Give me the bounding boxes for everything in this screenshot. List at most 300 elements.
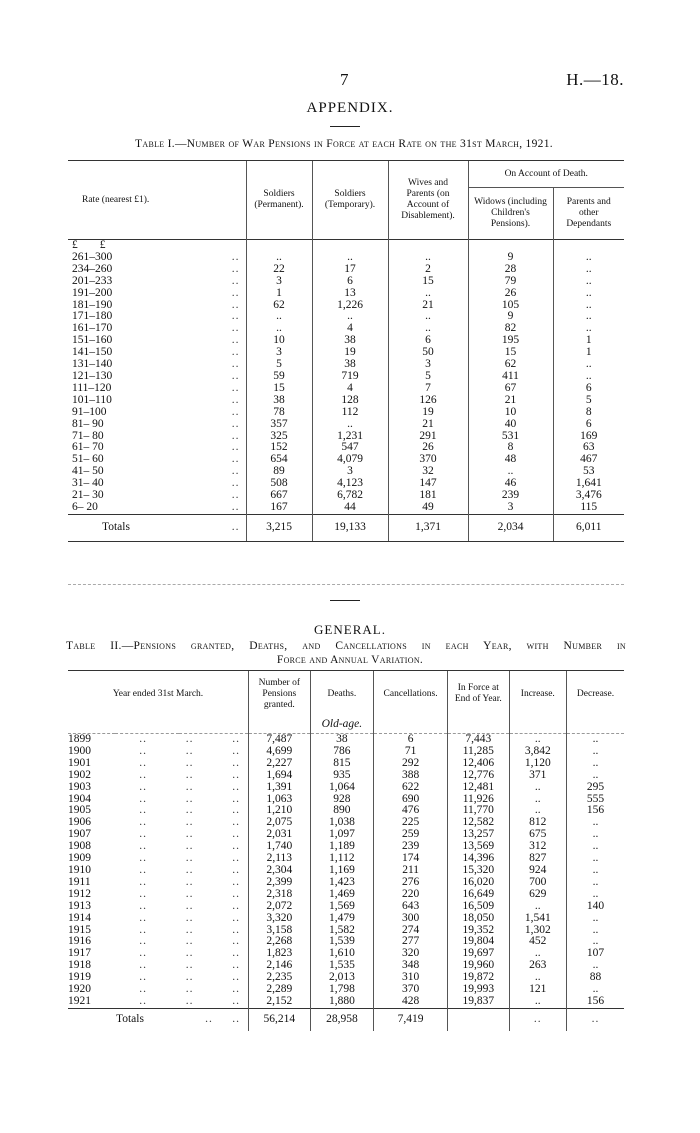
table2-row xyxy=(68,901,624,913)
year-cell: 1899 xyxy=(68,733,91,745)
soldiers-permanent-cell: 167 xyxy=(246,502,312,514)
cancellations-cell: 259 xyxy=(374,829,448,841)
deaths-cell: 1,798 xyxy=(310,984,374,996)
in-force-cell: 12,776 xyxy=(448,770,510,782)
leader-dots: .. xyxy=(231,441,240,454)
widows-cell: 46 xyxy=(468,478,553,490)
wives-parents-cell: 21 xyxy=(388,419,468,431)
table1: Rate (nearest £1). Soldiers (Permanent). Soldiers (Temporary). Wives and Parents (on Account of Disablement). On Account of Death. Widows (including Children's Pensions). Parents and other Dependants £ £ 261–300 .. .. .. .. 9 .. 234–260 .. 22 17 2 28 .. 201–233 .. 3 6 15 79 .. 191–200 .. 1 13 .. 26 .. 181–190 .. 62 1,226 21 105 .. 171–180 .. .. .. .. 9 .. 161–170 .. .. 4 .. 82 .. 151–160 .. 10 38 6 195 1 141–150 .. 3 19 50 15 1 131–140 .. 5 38 3 62 .. 121–130 .. 59 719 5 411 .. 111–120 .. 15 4 7 67 6 101–110 .. 38 128 126 21 5 91–100 .. 78 112 19 10 8 81– 90 .. 357 .. 21 40 6 71– 80 .. 325 1,231 291 531 169 61– 70 .. 152 547 26 8 63 51– 60 .. 654 4,079 370 48 467 41– 50 .. 89 3 32 .. 53 31– 40 .. 508 4,123 147 46 1,641 21– 30 .. 667 6,782 181 239 3,476 6– 20 .. 167 44 49 3 115 Totals .. 3,215 19,133 1,371 2,034 6,011 xyxy=(68,160,624,542)
table2-total-cancellations: 7,419 xyxy=(374,1008,448,1031)
soldiers-temporary-cell: 17 xyxy=(312,264,388,276)
parents-dependants-cell: 169 xyxy=(553,431,624,443)
rate-cell: 141–150 xyxy=(72,346,113,359)
rate-cell: 234–260 xyxy=(72,262,113,275)
table2-total-granted: 56,214 xyxy=(249,1008,311,1031)
granted-cell: 1,063 xyxy=(249,794,311,806)
table1-bottom-rule xyxy=(68,584,624,585)
increase-cell: .. xyxy=(509,805,566,817)
decrease-cell: 107 xyxy=(567,948,624,960)
year-cell: 1911 xyxy=(68,875,91,888)
leader-dots: .. .. .. xyxy=(139,840,241,853)
year-cell: 1906 xyxy=(68,816,91,829)
granted-cell: 2,289 xyxy=(249,984,311,996)
deaths-cell: 890 xyxy=(310,805,374,817)
col-soldiers-permanent: Soldiers (Permanent). xyxy=(246,161,312,240)
col-wives-parents: Wives and Parents (on Account of Disablement). xyxy=(388,161,468,240)
increase-cell: 371 xyxy=(509,770,566,782)
leader-dots: .. .. .. xyxy=(139,887,241,900)
parents-dependants-cell: 6 xyxy=(553,419,624,431)
cancellations-cell: 276 xyxy=(374,877,448,889)
table1-total-widows: 2,034 xyxy=(468,514,553,541)
table1-row xyxy=(68,454,624,466)
col-group-death: On Account of Death. xyxy=(468,161,624,188)
leader-dots: .. xyxy=(231,250,240,263)
rate-cell: 101–110 xyxy=(72,393,112,406)
leader-dots: .. xyxy=(231,262,240,275)
leader-dots: .. .. .. xyxy=(139,983,241,996)
page-number: 7 xyxy=(340,70,349,89)
leader-dots: .. .. .. xyxy=(139,828,241,841)
parents-dependants-cell: 467 xyxy=(553,454,624,466)
in-force-cell: 13,257 xyxy=(448,829,510,841)
decrease-cell: .. xyxy=(567,984,624,996)
cancellations-cell: 211 xyxy=(374,865,448,877)
widows-cell: 40 xyxy=(468,419,553,431)
leader-dots: .. xyxy=(231,453,240,466)
year-cell: 1912 xyxy=(68,887,91,900)
decrease-cell: .. xyxy=(567,817,624,829)
soldiers-permanent-cell: 10 xyxy=(246,335,312,347)
soldiers-temporary-cell: 4 xyxy=(312,323,388,335)
parents-dependants-cell: .. xyxy=(553,288,624,300)
deaths-cell: 1,535 xyxy=(310,960,374,972)
wives-parents-cell: 15 xyxy=(388,276,468,288)
in-force-cell: 11,770 xyxy=(448,805,510,817)
in-force-cell: 13,569 xyxy=(448,841,510,853)
deaths-cell: 1,880 xyxy=(310,996,374,1008)
granted-cell: 2,072 xyxy=(249,901,311,913)
in-force-cell: 7,443 xyxy=(448,734,510,746)
increase-cell: 452 xyxy=(509,936,566,948)
leader-dots: .. .. .. xyxy=(139,756,241,769)
increase-cell: .. xyxy=(509,794,566,806)
col-deaths: Deaths. xyxy=(310,671,374,718)
rate-cell: 201–233 xyxy=(72,274,113,287)
table2-total-decrease: .. xyxy=(567,1008,624,1031)
title-rule xyxy=(330,126,360,127)
parents-dependants-cell: 5 xyxy=(553,395,624,407)
widows-cell: 82 xyxy=(468,323,553,335)
table1-row xyxy=(68,395,624,407)
cancellations-cell: 174 xyxy=(374,853,448,865)
cancellations-cell: 388 xyxy=(374,770,448,782)
widows-cell: .. xyxy=(468,466,553,478)
parents-dependants-cell: .. xyxy=(553,323,624,335)
rate-cell: 111–120 xyxy=(72,381,112,394)
soldiers-permanent-cell: 38 xyxy=(246,395,312,407)
widows-cell: 10 xyxy=(468,407,553,419)
rate-cell: 131–140 xyxy=(72,358,113,371)
leader-dots: .. xyxy=(231,500,240,513)
year-cell: 1914 xyxy=(68,911,91,924)
soldiers-temporary-cell: 112 xyxy=(312,407,388,419)
widows-cell: 62 xyxy=(468,359,553,371)
widows-cell: 48 xyxy=(468,454,553,466)
leader-dots: .. xyxy=(231,417,240,430)
year-cell: 1908 xyxy=(68,840,91,853)
year-cell: 1920 xyxy=(68,983,91,996)
wives-parents-cell: 21 xyxy=(388,300,468,312)
soldiers-temporary-cell: .. xyxy=(312,419,388,431)
leader-dots: .. xyxy=(231,477,240,490)
granted-cell: 1,740 xyxy=(249,841,311,853)
table2-row xyxy=(68,770,624,782)
col-in-force: In Force at End of Year. xyxy=(448,671,510,718)
section-rule xyxy=(330,600,360,601)
currency-row: £ £ xyxy=(68,240,246,252)
col-increase: Increase. xyxy=(509,671,566,718)
soldiers-temporary-cell: 4 xyxy=(312,383,388,395)
in-force-cell: 19,804 xyxy=(448,936,510,948)
decrease-cell: 295 xyxy=(567,782,624,794)
table2: Year ended 31st March. Number of Pensions granted. Deaths. Cancellations. In Force at End of Year. Increase. Decrease. Old-age. 1899 .. .. .. 7,487 38 6 7,443 .. .. 1900 .. .. .. 4,699 786 71 11,285 3,842 .. 1901 .. .. .. 2,227 815 292 12,406 1,120 .. 1902 .. .. .. 1,694 935 388 12,776 371 .. 1903 .. .. .. 1,391 1,064 622 12,481 .. 295 1904 .. .. .. 1,063 928 690 11,926 .. 555 1905 .. .. .. 1,210 890 476 11,770 .. 156 1906 .. .. .. 2,075 1,038 225 12,582 812 .. 1907 .. .. .. 2,031 1,097 259 13,257 675 .. 1908 .. .. .. 1,740 1,189 239 13,569 312 .. 1909 .. .. .. 2,113 1,112 174 14,396 827 .. 1910 .. .. .. 2,304 1,169 211 15,320 924 .. 1911 .. .. .. 2,399 1,423 276 16,020 700 .. 1912 .. .. .. 2,318 1,469 220 16,649 629 .. 1913 .. .. .. 2,072 1,569 643 16,509 .. 140 1914 .. .. .. 3,320 1,479 300 18,050 1,541 .. 1915 .. .. .. 3,158 1,582 274 19,352 1,302 .. 1916 .. .. .. 2,268 1,539 277 19,804 452 .. 1917 .. .. .. 1,823 1,610 320 19,697 .. 107 1918 .. .. .. 2,146 1,535 348 19,960 263 .. 1919 .. .. .. 2,235 2,013 310 19,872 .. 88 1920 .. .. .. 2,289 1,798 370 19,993 121 .. 1921 .. .. .. 2,152 1,880 428 19,837 .. 156 Totals .. .. 56,214 28,958 7,419 .. .. xyxy=(68,670,624,1031)
leader-dots: .. xyxy=(231,322,240,335)
leader-dots: .. xyxy=(231,274,240,287)
cancellations-cell: 690 xyxy=(374,794,448,806)
soldiers-permanent-cell: 3 xyxy=(246,347,312,359)
in-force-cell: 16,020 xyxy=(448,877,510,889)
leader-dots: .. .. .. xyxy=(139,780,241,793)
parents-dependants-cell: .. xyxy=(553,264,624,276)
widows-cell: 79 xyxy=(468,276,553,288)
decrease-cell: .. xyxy=(567,734,624,746)
table1-totals-label: Totals xyxy=(68,514,188,541)
soldiers-permanent-cell: 357 xyxy=(246,419,312,431)
leader-dots: .. xyxy=(231,489,240,502)
parents-dependants-cell: .. xyxy=(553,300,624,312)
wives-parents-cell: 50 xyxy=(388,347,468,359)
deaths-cell: 1,112 xyxy=(310,853,374,865)
leader-dots: .. .. .. xyxy=(139,947,241,960)
granted-cell: 2,031 xyxy=(249,829,311,841)
decrease-cell: .. xyxy=(567,913,624,925)
table2-row xyxy=(68,758,624,770)
cancellations-cell: 476 xyxy=(374,805,448,817)
year-cell: 1904 xyxy=(68,792,91,805)
rate-cell: 161–170 xyxy=(72,322,113,335)
deaths-cell: 1,610 xyxy=(310,948,374,960)
parents-dependants-cell: 53 xyxy=(553,466,624,478)
in-force-cell: 16,509 xyxy=(448,901,510,913)
granted-cell: 2,113 xyxy=(249,853,311,865)
year-cell: 1919 xyxy=(68,971,91,984)
rate-cell: 61– 70 xyxy=(72,441,104,454)
leader-dots: .. xyxy=(231,286,240,299)
decrease-cell: .. xyxy=(567,936,624,948)
leader-dots: .. .. .. xyxy=(139,768,241,781)
table1-row xyxy=(68,407,624,419)
increase-cell: .. xyxy=(509,972,566,984)
rate-cell: 171–180 xyxy=(72,310,113,323)
deaths-cell: 1,479 xyxy=(310,913,374,925)
document-reference: H.—18. xyxy=(566,70,624,89)
soldiers-temporary-cell: 44 xyxy=(312,502,388,514)
table2-total-increase: .. xyxy=(509,1008,566,1031)
year-cell: 1901 xyxy=(68,756,91,769)
in-force-cell: 14,396 xyxy=(448,853,510,865)
soldiers-temporary-cell: 38 xyxy=(312,359,388,371)
increase-cell: 3,842 xyxy=(509,746,566,758)
cancellations-cell: 622 xyxy=(374,782,448,794)
increase-cell: 263 xyxy=(509,960,566,972)
soldiers-permanent-cell: 22 xyxy=(246,264,312,276)
table1-total-soldiers-permanent: 3,215 xyxy=(246,514,312,541)
parents-dependants-cell: .. xyxy=(553,371,624,383)
wives-parents-cell: 147 xyxy=(388,478,468,490)
deaths-cell: 1,539 xyxy=(310,936,374,948)
deaths-cell: 1,423 xyxy=(310,877,374,889)
cancellations-cell: 643 xyxy=(374,901,448,913)
widows-cell: 9 xyxy=(468,311,553,323)
rate-cell: 71– 80 xyxy=(72,429,104,442)
granted-cell: 1,823 xyxy=(249,948,311,960)
decrease-cell: 88 xyxy=(567,972,624,984)
leader-dots: .. xyxy=(231,405,240,418)
soldiers-temporary-cell: 4,079 xyxy=(312,454,388,466)
year-cell: 1921 xyxy=(68,994,91,1007)
col-pensions-granted: Number of Pensions granted. xyxy=(249,671,311,718)
decrease-cell: 555 xyxy=(567,794,624,806)
table1-total-soldiers-temporary: 19,133 xyxy=(312,514,388,541)
widows-cell: 21 xyxy=(468,395,553,407)
table2-caption-line1: Table II.—Pensions granted, Deaths, and Cancellations in each Year, with Number in xyxy=(66,640,626,652)
rate-cell: 91–100 xyxy=(72,405,107,418)
wives-parents-cell: .. xyxy=(388,288,468,300)
granted-cell: 2,304 xyxy=(249,865,311,877)
widows-cell: 195 xyxy=(468,335,553,347)
decrease-cell: .. xyxy=(567,758,624,770)
increase-cell: .. xyxy=(509,996,566,1008)
in-force-cell: 15,320 xyxy=(448,865,510,877)
parents-dependants-cell: 63 xyxy=(553,442,624,454)
year-cell: 1907 xyxy=(68,828,91,841)
wives-parents-cell: 291 xyxy=(388,431,468,443)
rate-cell: 151–160 xyxy=(72,334,113,347)
soldiers-permanent-cell: 89 xyxy=(246,466,312,478)
parents-dependants-cell: 115 xyxy=(553,502,624,514)
parents-dependants-cell: .. xyxy=(553,276,624,288)
decrease-cell: .. xyxy=(567,925,624,937)
col-year: Year ended 31st March. xyxy=(68,671,249,718)
decrease-cell: .. xyxy=(567,746,624,758)
decrease-cell: 140 xyxy=(567,901,624,913)
table2-row xyxy=(68,996,624,1008)
cancellations-cell: 220 xyxy=(374,889,448,901)
soldiers-permanent-cell: 667 xyxy=(246,490,312,502)
soldiers-permanent-cell: .. xyxy=(246,311,312,323)
soldiers-permanent-cell: 59 xyxy=(246,371,312,383)
granted-cell: 2,075 xyxy=(249,817,311,829)
widows-cell: 531 xyxy=(468,431,553,443)
table1-total-wives-parents: 1,371 xyxy=(388,514,468,541)
wives-parents-cell: 49 xyxy=(388,502,468,514)
widows-cell: 9 xyxy=(468,252,553,264)
soldiers-temporary-cell: 6,782 xyxy=(312,490,388,502)
parents-dependants-cell: 8 xyxy=(553,407,624,419)
widows-cell: 8 xyxy=(468,442,553,454)
leader-dots: .. .. .. xyxy=(139,911,241,924)
decrease-cell: .. xyxy=(567,889,624,901)
granted-cell: 2,146 xyxy=(249,960,311,972)
leader-dots: .. xyxy=(231,369,240,382)
cancellations-cell: 300 xyxy=(374,913,448,925)
year-cell: 1909 xyxy=(68,852,91,865)
increase-cell: 629 xyxy=(509,889,566,901)
increase-cell: .. xyxy=(509,901,566,913)
table2-total-deaths: 28,958 xyxy=(310,1008,374,1031)
deaths-cell: 928 xyxy=(310,794,374,806)
increase-cell: 1,120 xyxy=(509,758,566,770)
parents-dependants-cell: 1 xyxy=(553,335,624,347)
deaths-cell: 815 xyxy=(310,758,374,770)
leader-dots: .. xyxy=(231,393,240,406)
decrease-cell: .. xyxy=(567,770,624,782)
in-force-cell: 19,697 xyxy=(448,948,510,960)
cancellations-cell: 370 xyxy=(374,984,448,996)
soldiers-permanent-cell: 62 xyxy=(246,300,312,312)
leader-dots: .. xyxy=(231,381,240,394)
soldiers-permanent-cell: 3 xyxy=(246,276,312,288)
granted-cell: 2,399 xyxy=(249,877,311,889)
rate-cell: 181–190 xyxy=(72,298,113,311)
leader-dots: .. .. .. xyxy=(139,971,241,984)
soldiers-temporary-cell: 547 xyxy=(312,442,388,454)
wives-parents-cell: 370 xyxy=(388,454,468,466)
year-cell: 1913 xyxy=(68,899,91,912)
soldiers-temporary-cell: 19 xyxy=(312,347,388,359)
table2-caption-line2: Force and Annual Variation. xyxy=(276,654,424,666)
leader-dots: .. .. .. xyxy=(139,875,241,888)
granted-cell: 3,158 xyxy=(249,925,311,937)
rate-cell: 21– 30 xyxy=(72,489,104,502)
deaths-cell: 38 xyxy=(310,734,374,746)
in-force-cell: 19,352 xyxy=(448,925,510,937)
decrease-cell: 156 xyxy=(567,805,624,817)
col-soldiers-temporary: Soldiers (Temporary). xyxy=(312,161,388,240)
cancellations-cell: 239 xyxy=(374,841,448,853)
deaths-cell: 1,097 xyxy=(310,829,374,841)
leader-dots: .. .. .. xyxy=(139,863,241,876)
wives-parents-cell: .. xyxy=(388,311,468,323)
leader-dots: .. .. .. xyxy=(139,852,241,865)
leader-dots: .. xyxy=(231,310,240,323)
soldiers-permanent-cell: 152 xyxy=(246,442,312,454)
granted-cell: 2,152 xyxy=(249,996,311,1008)
soldiers-temporary-cell: 1,226 xyxy=(312,300,388,312)
soldiers-permanent-cell: 5 xyxy=(246,359,312,371)
rate-cell: 191–200 xyxy=(72,286,113,299)
col-widows: Widows (including Children's Pensions). xyxy=(468,188,553,240)
in-force-cell: 19,872 xyxy=(448,972,510,984)
year-cell: 1918 xyxy=(68,959,91,972)
rate-cell: 6– 20 xyxy=(72,500,98,513)
in-force-cell: 11,926 xyxy=(448,794,510,806)
wives-parents-cell: 7 xyxy=(388,383,468,395)
leader-dots: .. .. .. xyxy=(139,994,241,1007)
rate-cell: 31– 40 xyxy=(72,477,104,490)
cancellations-cell: 348 xyxy=(374,960,448,972)
soldiers-temporary-cell: 719 xyxy=(312,371,388,383)
leader-dots: .. xyxy=(231,346,240,359)
soldiers-temporary-cell: .. xyxy=(312,252,388,264)
soldiers-permanent-cell: 325 xyxy=(246,431,312,443)
increase-cell: 924 xyxy=(509,865,566,877)
cancellations-cell: 225 xyxy=(374,817,448,829)
leader-dots: .. .. .. xyxy=(139,816,241,829)
year-cell: 1917 xyxy=(68,947,91,960)
table1-row xyxy=(68,288,624,300)
widows-cell: 105 xyxy=(468,300,553,312)
leader-dots: .. .. .. xyxy=(139,899,241,912)
granted-cell: 2,227 xyxy=(249,758,311,770)
soldiers-temporary-cell: 3 xyxy=(312,466,388,478)
increase-cell: 700 xyxy=(509,877,566,889)
table1-row xyxy=(68,311,624,323)
year-cell: 1903 xyxy=(68,780,91,793)
in-force-cell: 19,993 xyxy=(448,984,510,996)
col-cancellations: Cancellations. xyxy=(374,671,448,718)
soldiers-permanent-cell: 654 xyxy=(246,454,312,466)
soldiers-temporary-cell: 128 xyxy=(312,395,388,407)
soldiers-permanent-cell: 1 xyxy=(246,288,312,300)
deaths-cell: 1,189 xyxy=(310,841,374,853)
widows-cell: 411 xyxy=(468,371,553,383)
increase-cell: 827 xyxy=(509,853,566,865)
increase-cell: .. xyxy=(509,734,566,746)
leader-dots: .. .. .. xyxy=(139,923,241,936)
widows-cell: 15 xyxy=(468,347,553,359)
year-cell: 1916 xyxy=(68,935,91,948)
parents-dependants-cell: .. xyxy=(553,359,624,371)
cancellations-cell: 320 xyxy=(374,948,448,960)
soldiers-temporary-cell: .. xyxy=(312,311,388,323)
deaths-cell: 935 xyxy=(310,770,374,782)
table1-row xyxy=(68,264,624,276)
leader-dots: .. xyxy=(231,429,240,442)
leader-dots: .. xyxy=(231,358,240,371)
soldiers-temporary-cell: 13 xyxy=(312,288,388,300)
rate-cell: 51– 60 xyxy=(72,453,104,466)
soldiers-permanent-cell: .. xyxy=(246,252,312,264)
wives-parents-cell: 5 xyxy=(388,371,468,383)
wives-parents-cell: 6 xyxy=(388,335,468,347)
cancellations-cell: 292 xyxy=(374,758,448,770)
in-force-cell: 19,837 xyxy=(448,996,510,1008)
parents-dependants-cell: 1 xyxy=(553,347,624,359)
increase-cell: .. xyxy=(509,782,566,794)
deaths-cell: 786 xyxy=(310,746,374,758)
cancellations-cell: 310 xyxy=(374,972,448,984)
table1-row xyxy=(68,371,624,383)
wives-parents-cell: 26 xyxy=(388,442,468,454)
leader-dots: .. .. .. xyxy=(139,935,241,948)
deaths-cell: 1,064 xyxy=(310,782,374,794)
deaths-cell: 1,582 xyxy=(310,925,374,937)
wives-parents-cell: .. xyxy=(388,252,468,264)
table1-row xyxy=(68,276,624,288)
increase-cell: 675 xyxy=(509,829,566,841)
